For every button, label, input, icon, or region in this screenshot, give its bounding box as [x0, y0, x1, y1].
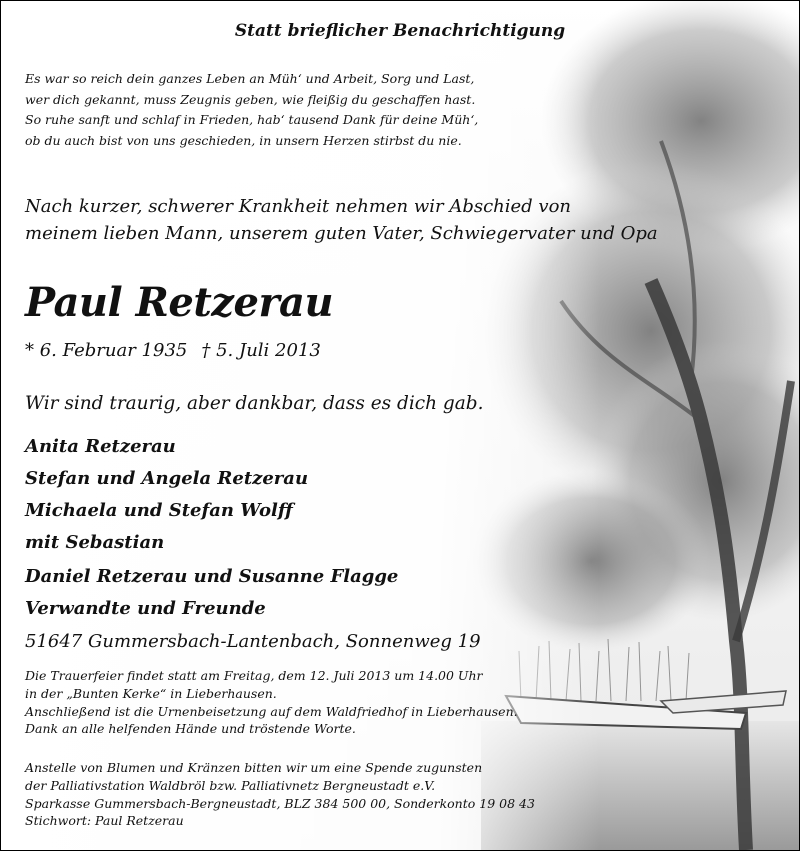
- death-date: † 5. Juli 2013: [201, 340, 321, 361]
- donation-line: der Palliativstation Waldbröl bzw. Palliativnetz Bergneustadt e.V.: [25, 777, 436, 793]
- funeral-line: Dank an alle helfenden Hände und tröstende Worte.: [25, 721, 356, 737]
- motto: Wir sind traurig, aber dankbar, dass es dich gab.: [25, 393, 484, 414]
- poem-line: wer dich gekannt, muss Zeugnis geben, wie fleißig du geschaffen hast.: [25, 91, 476, 107]
- birth-date: * 6. Februar 1935: [25, 340, 188, 361]
- mourner-entry: mit Sebastian: [25, 532, 165, 553]
- poem-line: Es war so reich dein ganzes Leben an Müh‘ und Arbeit, Sorg und Last,: [25, 71, 475, 86]
- poem-line: So ruhe sanft und schlaf in Frieden, hab‘ tausend Dank für deine Müh‘,: [25, 112, 479, 127]
- mourner-entry: Verwandte und Freunde: [25, 598, 266, 619]
- life-dates: [25, 340, 321, 361]
- funeral-line: in der „Bunten Kerke“ in Lieberhausen.: [25, 685, 277, 701]
- funeral-line: Die Trauerfeier findet statt am Freitag, dem 12. Juli 2013 um 14.00 Uhr: [25, 668, 483, 683]
- donation-request: [25, 759, 535, 830]
- headline: Statt brieflicher Benachrichtigung: [234, 21, 566, 41]
- mourner-entry: Daniel Retzerau und Susanne Flagge: [25, 566, 399, 587]
- poem-line: ob du auch bist von uns geschieden, in unsern Herzen stirbst du nie.: [25, 132, 462, 148]
- family-address: 51647 Gummersbach-Lantenbach, Sonnenweg 19: [25, 631, 481, 652]
- mourner-entry: Stefan und Angela Retzerau: [25, 468, 309, 489]
- mourner-entry: Michaela und Stefan Wolff: [25, 500, 293, 521]
- poem: [25, 69, 478, 151]
- funeral-details: [25, 667, 518, 738]
- funeral-line: Anschließend ist die Urnenbeisetzung auf dem Waldfriedhof in Lieberhausen.: [25, 703, 518, 719]
- deceased-name: Paul Retzerau: [25, 279, 334, 326]
- donation-line: Anstelle von Blumen und Kränzen bitten wir um eine Spende zugunsten: [25, 760, 483, 775]
- mourners-list: [25, 431, 398, 625]
- donation-line: Stichwort: Paul Retzerau: [25, 813, 184, 829]
- intro-text: [25, 193, 658, 247]
- intro-line: meinem lieben Mann, unserem guten Vater, Schwiegervater und Opa: [25, 223, 658, 244]
- intro-line: Nach kurzer, schwerer Krankheit nehmen wir Abschied von: [25, 196, 572, 217]
- donation-line: Sparkasse Gummersbach-Bergneustadt, BLZ 384 500 00, Sonderkonto 19 08 43: [25, 795, 535, 811]
- mourner-entry: Anita Retzerau: [25, 436, 176, 457]
